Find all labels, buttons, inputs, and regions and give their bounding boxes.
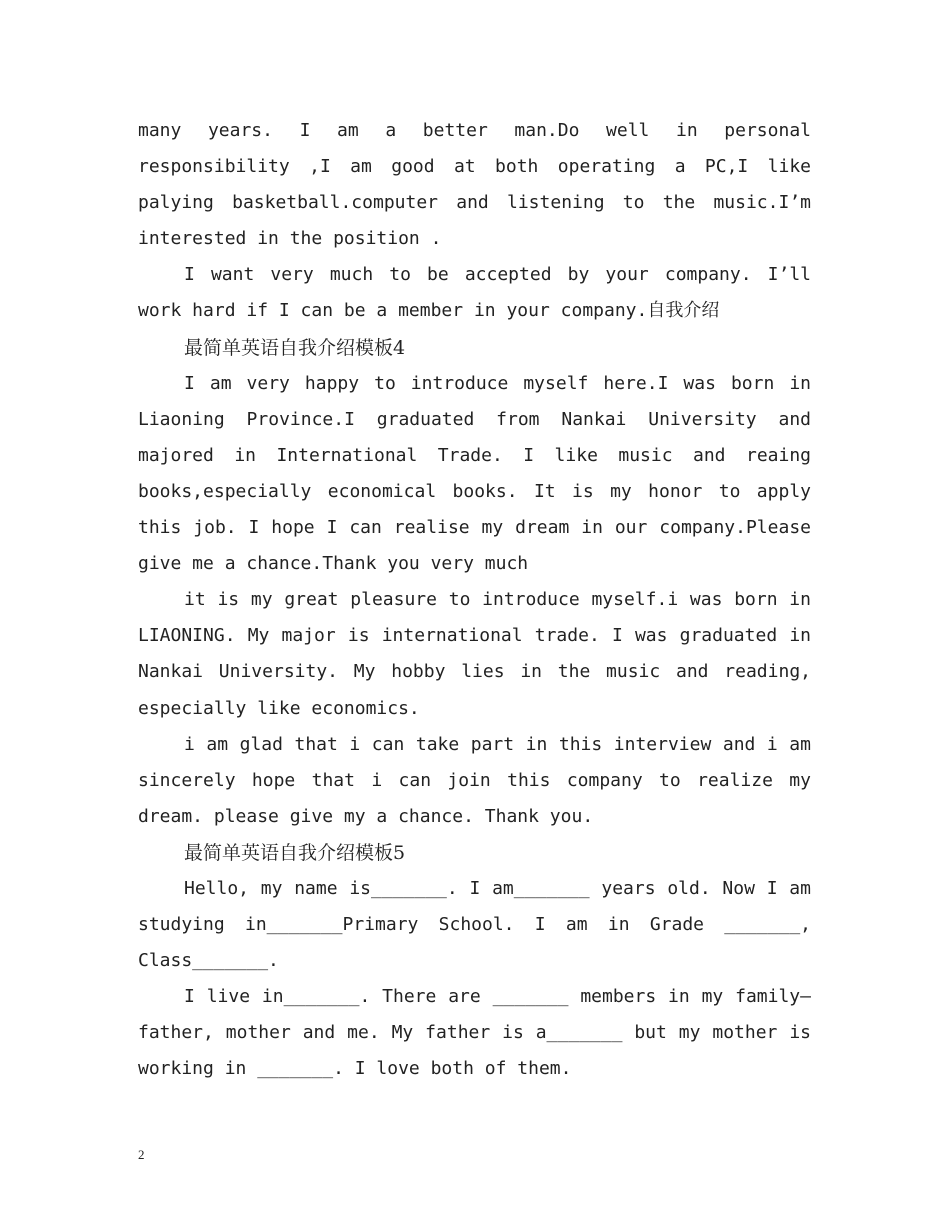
text-line: this job. I hope I can realise my dream in our company.Please <box>138 517 811 539</box>
document-body <box>138 113 811 1088</box>
text-line: majored in International Trade. I like music and reaing <box>138 444 811 466</box>
text-line: I want very much to be accepted by your company. I’ll <box>184 264 811 286</box>
text-line: working in _______. I love both of them. <box>138 1058 572 1080</box>
text-line: responsibility ,I am good at both operating a PC,I like <box>138 156 811 178</box>
text-line: LIAONING. My major is international trade. I was graduated in <box>138 625 811 647</box>
text-line: dream. please give my a chance. Thank you. <box>138 805 594 827</box>
section-heading: 最简单英语自我介绍模板4 <box>184 336 406 359</box>
text-line: I am very happy to introduce myself here.I was born in <box>184 372 811 394</box>
text-line: I live in_______. There are _______ members in my family— <box>184 986 811 1008</box>
text-line: Hello, my name is_______. I am_______ years old. Now I am <box>184 877 811 899</box>
text-line: work hard if I can be a member in your company.自我介绍 <box>138 300 720 322</box>
text-line: Nankai University. My hobby lies in the music and reading, <box>138 661 811 683</box>
text-line: sincerely hope that i can join this company to realize my <box>138 769 811 791</box>
text-line: especially like economics. <box>138 697 420 719</box>
text-line: father, mother and me. My father is a_______ but my mother is <box>138 1022 811 1044</box>
text-line: interested in the position . <box>138 228 442 250</box>
section-heading: 最简单英语自我介绍模板5 <box>184 841 406 864</box>
text-line: give me a chance.Thank you very much <box>138 553 529 575</box>
text-line: i am glad that i can take part in this interview and i am <box>184 733 811 755</box>
text-line: palying basketball.computer and listening to the music.I’m <box>138 192 811 214</box>
page-number: 2 <box>138 1147 145 1162</box>
text-line: Liaoning Province.I graduated from Nankai University and <box>138 408 811 430</box>
text-line: it is my great pleasure to introduce myself.i was born in <box>184 589 811 611</box>
text-line: studying in_______Primary School. I am in Grade _______, <box>138 914 811 936</box>
text-line: many years. I am a better man.Do well in personal <box>138 120 811 141</box>
text-line: Class_______. <box>138 950 279 972</box>
text-line: books,especially economical books. It is my honor to apply <box>138 480 811 502</box>
